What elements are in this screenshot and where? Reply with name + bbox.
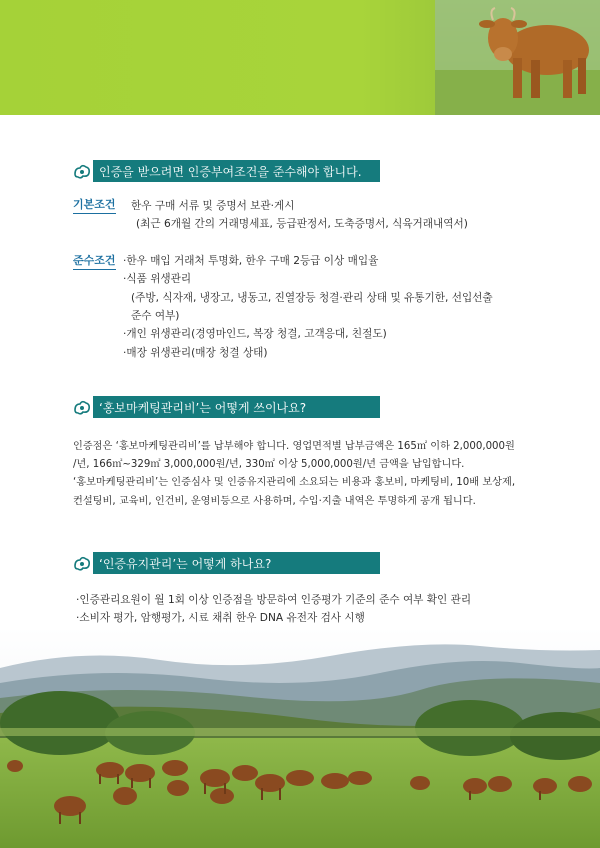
section-title: 인증을 받으려면 인증부여조건을 준수해야 합니다. — [99, 165, 362, 179]
basic-line-1: 한우 구매 서류 및 증명서 보관·게시 — [131, 200, 295, 212]
comply-item: ·개인 위생관리(경영마인드, 복장 청결, 고객응대, 친절도) — [123, 328, 387, 340]
section-header-marketing — [73, 396, 380, 418]
comply-item: (주방, 식자재, 냉장고, 냉동고, 진열장등 청결·관리 상태 및 유통기한, 선입선출 — [131, 292, 493, 304]
basic-line-2: (최근 6개월 간의 거래명세표, 등급판정서, 도축증명서, 식육거래내역서) — [136, 218, 468, 230]
cloud-emblem-icon — [71, 160, 93, 182]
comply-item: ·식품 위생관리 — [123, 273, 192, 285]
cloud-emblem-icon — [71, 396, 93, 418]
comply-item: ·한우 매입 거래처 투명화, 한우 구매 2등급 이상 매입율 — [123, 255, 379, 267]
section-header-maintenance — [73, 552, 380, 574]
cloud-emblem-icon — [71, 552, 93, 574]
maintain-line: ·소비자 평가, 암행평가, 시료 채취 한우 DNA 유전자 검사 시행 — [76, 612, 365, 624]
marketing-line: 인증점은 ‘홍보마케팅관리비’를 납부해야 합니다. 영업면적별 납부금액은 165㎡ 이하 2,000,000원 — [73, 441, 515, 452]
section-title: ‘인증유지관리’는 어떻게 하나요? — [99, 557, 272, 571]
marketing-line: /년, 166㎡~329㎡ 3,000,000원/년, 330㎡ 이상 5,000,000원/년 금액을 납입합니다. — [73, 459, 465, 470]
basic-condition-label: 기본조건 — [73, 198, 116, 214]
maintain-line: ·인증관리요원이 월 1회 이상 인증점을 방문하여 인증평가 기준의 준수 여부 확인 관리 — [76, 594, 472, 606]
section-header-conditions — [73, 160, 380, 182]
marketing-line: 컨설팅비, 교육비, 인건비, 운영비등으로 사용하며, 수입·지출 내역은 투명하게 공개 됩니다. — [73, 496, 476, 507]
comply-item: ·매장 위생관리(매장 청결 상태) — [123, 347, 268, 359]
section-title: ‘홍보마케팅관리비’는 어떻게 쓰이나요? — [99, 401, 307, 415]
comply-item: 준수 여부) — [131, 310, 180, 322]
marketing-line: ‘홍보마케팅관리비’는 인증심사 및 인증유지관리에 소요되는 비용과 홍보비, 마케팅비, 10배 보상제, — [73, 477, 516, 488]
cow-photo — [435, 0, 600, 115]
pasture-photo — [0, 628, 600, 848]
comply-condition-label: 준수조건 — [73, 254, 116, 270]
